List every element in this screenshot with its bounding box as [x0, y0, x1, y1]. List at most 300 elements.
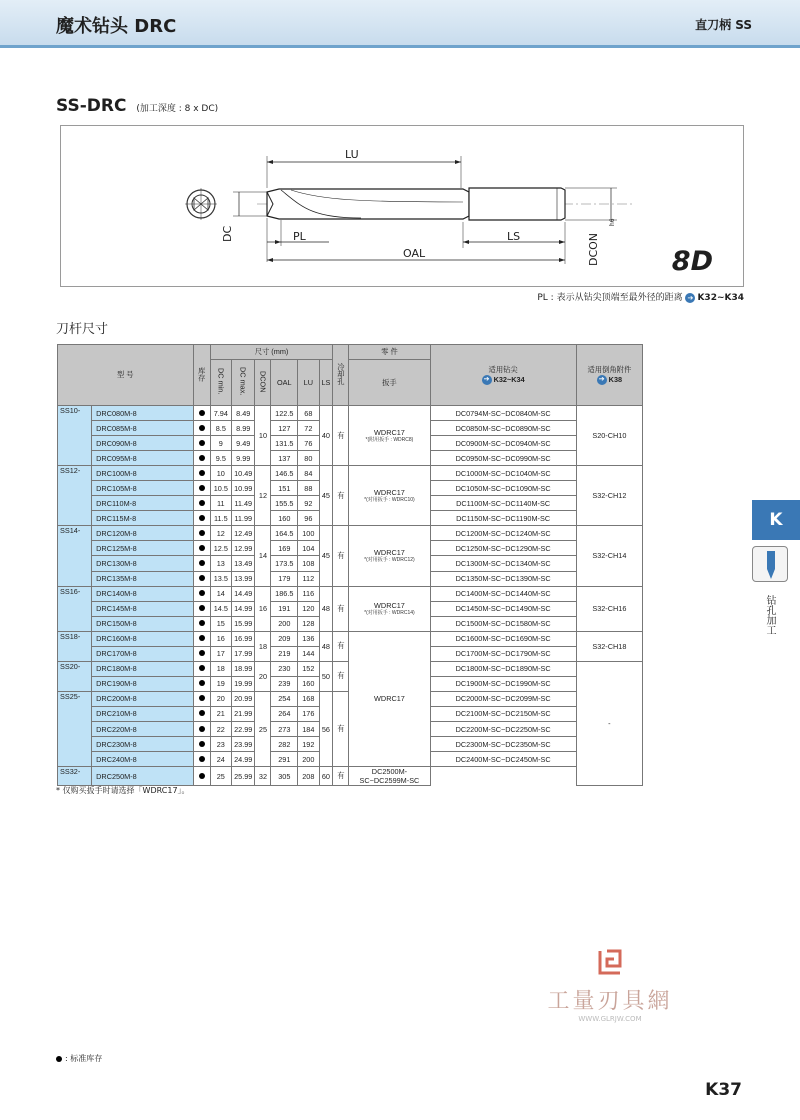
oal-value: 230 [271, 661, 298, 676]
lu-value: 80 [298, 451, 319, 466]
table-row [58, 631, 643, 646]
page-header-subtitle: 直刀柄 SS [695, 18, 752, 32]
pl-label: PL [293, 230, 306, 243]
dc-max: 15.99 [231, 616, 254, 631]
spec-table [57, 344, 643, 786]
wrench-cell: WDRC17 *(对用扳手 : WDRC14) [349, 586, 430, 631]
insert-value: DC1600M-SC~DC1690M-SC [430, 631, 576, 646]
lu-value: 108 [298, 556, 319, 571]
stock-dot-icon [199, 455, 205, 461]
insert-value: DC1300M-SC~DC1340M-SC [430, 556, 576, 571]
ls-value: 60 [319, 767, 333, 786]
dc-min: 10 [210, 466, 231, 481]
stock-cell [193, 616, 210, 631]
stock-cell [193, 436, 210, 451]
dc-min: 11 [210, 496, 231, 511]
insert-value: DC0900M-SC~DC0940M-SC [430, 436, 576, 451]
dc-min: 11.5 [210, 511, 231, 526]
shank-prefix: SS32- [58, 767, 92, 786]
stock-dot-icon [199, 665, 205, 671]
tool-drawing [60, 125, 744, 287]
chamfer-value: S20-CH10 [576, 406, 642, 466]
model-code: DRC240M-8 [92, 752, 193, 767]
lu-value: 184 [298, 721, 319, 736]
insert-value: DC2300M-SC~DC2350M-SC [430, 737, 576, 752]
insert-value: DC0794M-SC~DC0840M-SC [430, 406, 576, 421]
model-code: DRC090M-8 [92, 436, 193, 451]
dc-min: 14 [210, 586, 231, 601]
dc-min: 18 [210, 661, 231, 676]
insert-value: DC1200M-SC~DC1240M-SC [430, 526, 576, 541]
insert-value: DC1050M-SC~DC1090M-SC [430, 481, 576, 496]
dc-min: 21 [210, 706, 231, 721]
depth-label: 8D [671, 246, 713, 277]
chamfer-value: S32-CH16 [576, 586, 642, 631]
insert-value: DC1700M-SC~DC1790M-SC [430, 646, 576, 661]
dc-min: 13.5 [210, 571, 231, 586]
insert-value: DC1100M-SC~DC1140M-SC [430, 496, 576, 511]
dc-max: 10.99 [231, 481, 254, 496]
insert-value: DC1350M-SC~DC1390M-SC [430, 571, 576, 586]
side-tab-label: 钻孔加工 [764, 595, 775, 635]
insert-value: DC2500M-SC~DC2599M-SC [349, 767, 430, 786]
coolant-value: 有 [333, 526, 349, 586]
dc-max: 9.49 [231, 436, 254, 451]
lu-value: 88 [298, 481, 319, 496]
model-code: DRC230M-8 [92, 737, 193, 752]
page-number: K37 [705, 1080, 742, 1100]
shank-prefix: SS14- [58, 526, 92, 586]
dc-max: 25.99 [231, 767, 254, 786]
header-bar [0, 0, 800, 48]
coolant-value: 有 [333, 631, 349, 661]
lu-value: 116 [298, 586, 319, 601]
model-code: DRC250M-8 [92, 767, 193, 786]
coolant-value: 有 [333, 767, 349, 786]
col-dcon: DCON [255, 360, 271, 406]
lu-value: 68 [298, 406, 319, 421]
model-title [56, 96, 218, 116]
stock-cell [193, 556, 210, 571]
wrench-cell: WDRC17 *(对用扳手 : WDRC10) [349, 466, 430, 526]
dc-min: 15 [210, 616, 231, 631]
stock-cell [193, 421, 210, 436]
stock-cell [193, 706, 210, 721]
dc-min: 9 [210, 436, 231, 451]
lu-value: 100 [298, 526, 319, 541]
insert-value: DC1400M-SC~DC1440M-SC [430, 586, 576, 601]
oal-value: 305 [271, 767, 298, 786]
stock-cell [193, 752, 210, 767]
lu-value: 192 [298, 737, 319, 752]
model-code: DRC150M-8 [92, 616, 193, 631]
drill-diagram [61, 126, 745, 288]
dc-min: 13 [210, 556, 231, 571]
stock-dot-icon [56, 1056, 62, 1062]
watermark-name: 工量刃具網 [547, 989, 673, 1014]
watermark [540, 948, 680, 1023]
oal-value: 127 [271, 421, 298, 436]
dc-max: 17.99 [231, 646, 254, 661]
model-code: DRC135M-8 [92, 571, 193, 586]
model-code: DRC145M-8 [92, 601, 193, 616]
ls-value: 45 [319, 466, 333, 526]
oal-value: 186.5 [271, 586, 298, 601]
oal-value: 254 [271, 691, 298, 706]
stock-cell [193, 767, 210, 786]
dc-max: 22.99 [231, 721, 254, 736]
table-row [58, 526, 643, 541]
coolant-value: 有 [333, 586, 349, 631]
spec-table-body [58, 406, 643, 786]
dc-max: 16.99 [231, 631, 254, 646]
dcon-value: 12 [255, 466, 271, 526]
stock-cell [193, 691, 210, 706]
col-stock: 库存 [193, 345, 210, 406]
dc-min: 17 [210, 646, 231, 661]
insert-value: DC0950M-SC~DC0990M-SC [430, 451, 576, 466]
coolant-value: 有 [333, 406, 349, 466]
oal-value: 219 [271, 646, 298, 661]
stock-dot-icon [199, 756, 205, 762]
model-code: DRC110M-8 [92, 496, 193, 511]
chamfer-value: S32-CH12 [576, 466, 642, 526]
dc-min: 7.94 [210, 406, 231, 421]
oal-value: 169 [271, 541, 298, 556]
shank-prefix: SS16- [58, 586, 92, 631]
model-code: DRC115M-8 [92, 511, 193, 526]
stock-cell [193, 586, 210, 601]
stock-cell [193, 721, 210, 736]
dc-max: 11.99 [231, 511, 254, 526]
stock-dot-icon [199, 410, 205, 416]
wrench-cell: WDRC17 [349, 631, 430, 766]
oal-value: 146.5 [271, 466, 298, 481]
col-parts: 零 件 [349, 345, 430, 360]
insert-value: DC2100M-SC~DC2150M-SC [430, 706, 576, 721]
stock-cell [193, 481, 210, 496]
model-code: DRC120M-8 [92, 526, 193, 541]
stock-dot-icon [199, 440, 205, 446]
dcon-value: 10 [255, 406, 271, 466]
stock-cell [193, 496, 210, 511]
col-model: 型 号 [58, 345, 194, 406]
col-wrench: 扳手 [349, 360, 430, 406]
lu-label: LU [345, 148, 359, 161]
stock-dot-icon [199, 620, 205, 626]
stock-cell [193, 541, 210, 556]
model-code: DRC105M-8 [92, 481, 193, 496]
stock-cell [193, 676, 210, 691]
lu-value: 128 [298, 616, 319, 631]
stock-dot-icon [199, 560, 205, 566]
insert-value: DC2400M-SC~DC2450M-SC [430, 752, 576, 767]
dc-min: 25 [210, 767, 231, 786]
model-code: DRC100M-8 [92, 466, 193, 481]
stock-dot-icon [199, 515, 205, 521]
chamfer-value: - [576, 661, 642, 785]
dc-min: 16 [210, 631, 231, 646]
oal-value: 264 [271, 706, 298, 721]
insert-value: DC2000M-SC~DC2099M-SC [430, 691, 576, 706]
stock-dot-icon [199, 530, 205, 536]
lu-value: 200 [298, 752, 319, 767]
dcon-value: 18 [255, 631, 271, 661]
model-code: DRC160M-8 [92, 631, 193, 646]
model-code: DRC140M-8 [92, 586, 193, 601]
model-code: DRC080M-8 [92, 406, 193, 421]
lu-value: 84 [298, 466, 319, 481]
dc-min: 19 [210, 676, 231, 691]
dcon-label: DCON [587, 232, 600, 266]
dc-max: 9.99 [231, 451, 254, 466]
stock-cell [193, 451, 210, 466]
stock-dot-icon [199, 605, 205, 611]
dc-min: 8.5 [210, 421, 231, 436]
dc-min: 12.5 [210, 541, 231, 556]
oal-value: 239 [271, 676, 298, 691]
lu-value: 168 [298, 691, 319, 706]
col-insert: 适用钻尖 ➔ K32~K34 [430, 345, 576, 406]
oal-value: 155.5 [271, 496, 298, 511]
stock-dot-icon [199, 635, 205, 641]
coolant-value: 有 [333, 661, 349, 691]
oal-value: 200 [271, 616, 298, 631]
dcon-value: 25 [255, 691, 271, 766]
stock-cell [193, 646, 210, 661]
oal-value: 273 [271, 721, 298, 736]
watermark-logo-icon [597, 948, 623, 976]
oal-value: 164.5 [271, 526, 298, 541]
col-dc-min: DC min. [210, 360, 231, 406]
model-code: DRC095M-8 [92, 451, 193, 466]
stock-cell [193, 661, 210, 676]
oal-value: 131.5 [271, 436, 298, 451]
shank-prefix: SS18- [58, 631, 92, 661]
model-code: DRC170M-8 [92, 646, 193, 661]
col-coolant: 冷却孔 [333, 345, 349, 406]
dc-min: 24 [210, 752, 231, 767]
dc-max: 23.99 [231, 737, 254, 752]
lu-value: 72 [298, 421, 319, 436]
oal-value: 137 [271, 451, 298, 466]
table-row [58, 767, 643, 786]
insert-value: DC1250M-SC~DC1290M-SC [430, 541, 576, 556]
oal-label: OAL [403, 247, 426, 260]
stock-dot-icon [199, 680, 205, 686]
lu-value: 92 [298, 496, 319, 511]
model-note: (加工深度 : 8 x DC) [136, 104, 219, 114]
dc-max: 20.99 [231, 691, 254, 706]
legend-text: : 标准库存 [65, 1054, 103, 1063]
model-code: DRC130M-8 [92, 556, 193, 571]
col-dims: 尺寸 (mm) [210, 345, 333, 360]
wrench-cell: WDRC17 *(附用扳手 : WDRC8) [349, 406, 430, 466]
oal-value: 151 [271, 481, 298, 496]
stock-dot-icon [199, 425, 205, 431]
dc-max: 19.99 [231, 676, 254, 691]
dcon-tolerance: h6 [609, 218, 616, 226]
col-lu: LU [298, 360, 319, 406]
dcon-value: 16 [255, 586, 271, 631]
insert-value: DC1450M-SC~DC1490M-SC [430, 601, 576, 616]
stock-dot-icon [199, 485, 205, 491]
legend [56, 1053, 102, 1064]
stock-dot-icon [199, 710, 205, 716]
dc-max: 12.49 [231, 526, 254, 541]
insert-value: DC1900M-SC~DC1990M-SC [430, 676, 576, 691]
dc-max: 11.49 [231, 496, 254, 511]
stock-dot-icon [199, 741, 205, 747]
insert-value: DC0850M-SC~DC0890M-SC [430, 421, 576, 436]
shank-prefix: SS12- [58, 466, 92, 526]
lu-value: 112 [298, 571, 319, 586]
lu-value: 144 [298, 646, 319, 661]
stock-dot-icon [199, 590, 205, 596]
model-name: SS-DRC [56, 96, 127, 116]
stock-cell [193, 571, 210, 586]
dc-min: 14.5 [210, 601, 231, 616]
stock-dot-icon [199, 695, 205, 701]
col-chamfer: 适用倒角附件 ➔ K38 [576, 345, 642, 406]
lu-value: 96 [298, 511, 319, 526]
ls-value: 56 [319, 691, 333, 766]
ls-value: 48 [319, 631, 333, 661]
dc-max: 21.99 [231, 706, 254, 721]
stock-cell [193, 511, 210, 526]
model-code: DRC220M-8 [92, 721, 193, 736]
footnote: * 仅购买扳手时请选择「WDRC17」。 [56, 786, 190, 795]
drill-tab-icon [752, 546, 788, 582]
dcon-value: 20 [255, 661, 271, 691]
lu-value: 120 [298, 601, 319, 616]
oal-value: 291 [271, 752, 298, 767]
table-row [58, 406, 643, 421]
oal-value: 160 [271, 511, 298, 526]
oal-value: 122.5 [271, 406, 298, 421]
pl-note-ref: K32~K34 [697, 293, 744, 303]
dc-min: 9.5 [210, 451, 231, 466]
lu-value: 208 [298, 767, 319, 786]
dc-max: 13.99 [231, 571, 254, 586]
oal-value: 282 [271, 737, 298, 752]
coolant-value: 有 [333, 466, 349, 526]
dc-max: 14.99 [231, 601, 254, 616]
oal-value: 179 [271, 571, 298, 586]
stock-cell [193, 737, 210, 752]
dc-label: DC [221, 225, 234, 242]
dc-min: 10.5 [210, 481, 231, 496]
table-row [58, 586, 643, 601]
dc-min: 23 [210, 737, 231, 752]
lu-value: 176 [298, 706, 319, 721]
col-oal: OAL [271, 360, 298, 406]
arrow-right-icon: ➔ [685, 293, 695, 303]
dcon-value: 32 [255, 767, 271, 786]
model-code: DRC210M-8 [92, 706, 193, 721]
lu-value: 152 [298, 661, 319, 676]
insert-value: DC1150M-SC~DC1190M-SC [430, 511, 576, 526]
stock-cell [193, 466, 210, 481]
dc-max: 24.99 [231, 752, 254, 767]
col-ls: LS [319, 360, 333, 406]
section-title: 刀杆尺寸 [56, 322, 109, 337]
model-code: DRC180M-8 [92, 661, 193, 676]
dc-min: 12 [210, 526, 231, 541]
pl-note [537, 290, 744, 303]
oal-value: 191 [271, 601, 298, 616]
dc-max: 12.99 [231, 541, 254, 556]
wrench-cell: WDRC17 *(对用扳手 : WDRC12) [349, 526, 430, 586]
stock-dot-icon [199, 575, 205, 581]
stock-dot-icon [199, 726, 205, 732]
lu-value: 104 [298, 541, 319, 556]
dc-min: 20 [210, 691, 231, 706]
lu-value: 136 [298, 631, 319, 646]
dc-max: 10.49 [231, 466, 254, 481]
shank-prefix: SS25- [58, 691, 92, 766]
arrow-right-icon: ➔ [482, 375, 492, 385]
dc-min: 22 [210, 721, 231, 736]
pl-note-text: PL : 表示从钻尖顶端至最外径的距离 [537, 293, 683, 303]
dcon-value: 14 [255, 526, 271, 586]
drill-end-view-icon [185, 188, 217, 220]
stock-dot-icon [199, 470, 205, 476]
dc-max: 8.99 [231, 421, 254, 436]
stock-cell [193, 526, 210, 541]
insert-value: DC1000M-SC~DC1040M-SC [430, 466, 576, 481]
dc-max: 13.49 [231, 556, 254, 571]
insert-value: DC1800M-SC~DC1890M-SC [430, 661, 576, 676]
oal-value: 209 [271, 631, 298, 646]
dc-max: 14.49 [231, 586, 254, 601]
oal-value: 173.5 [271, 556, 298, 571]
ls-label: LS [507, 230, 521, 243]
lu-value: 160 [298, 676, 319, 691]
stock-cell [193, 601, 210, 616]
coolant-value: 有 [333, 691, 349, 766]
chamfer-value: S32-CH18 [576, 631, 642, 661]
arrow-right-icon: ➔ [597, 375, 607, 385]
model-code: DRC190M-8 [92, 676, 193, 691]
stock-dot-icon [199, 545, 205, 551]
drill-body-icon [267, 188, 565, 220]
stock-cell [193, 406, 210, 421]
table-row [58, 466, 643, 481]
chamfer-value: S32-CH14 [576, 526, 642, 586]
stock-dot-icon [199, 650, 205, 656]
shank-prefix: SS20- [58, 661, 92, 691]
col-dc-max: DC max. [231, 360, 254, 406]
stock-dot-icon [199, 500, 205, 506]
model-code: DRC125M-8 [92, 541, 193, 556]
insert-value: DC2200M-SC~DC2250M-SC [430, 721, 576, 736]
model-code: DRC200M-8 [92, 691, 193, 706]
model-code: DRC085M-8 [92, 421, 193, 436]
dc-max: 18.99 [231, 661, 254, 676]
side-tab-letter: K [752, 500, 800, 540]
shank-prefix: SS10- [58, 406, 92, 466]
stock-cell [193, 631, 210, 646]
ls-value: 40 [319, 406, 333, 466]
watermark-url: WWW.GLRJW.COM [578, 1015, 642, 1023]
ls-value: 45 [319, 526, 333, 586]
dc-max: 8.49 [231, 406, 254, 421]
ls-value: 48 [319, 586, 333, 631]
lu-value: 76 [298, 436, 319, 451]
insert-value: DC1500M-SC~DC1580M-SC [430, 616, 576, 631]
page-header-title: 魔术钻头 DRC [56, 16, 177, 37]
